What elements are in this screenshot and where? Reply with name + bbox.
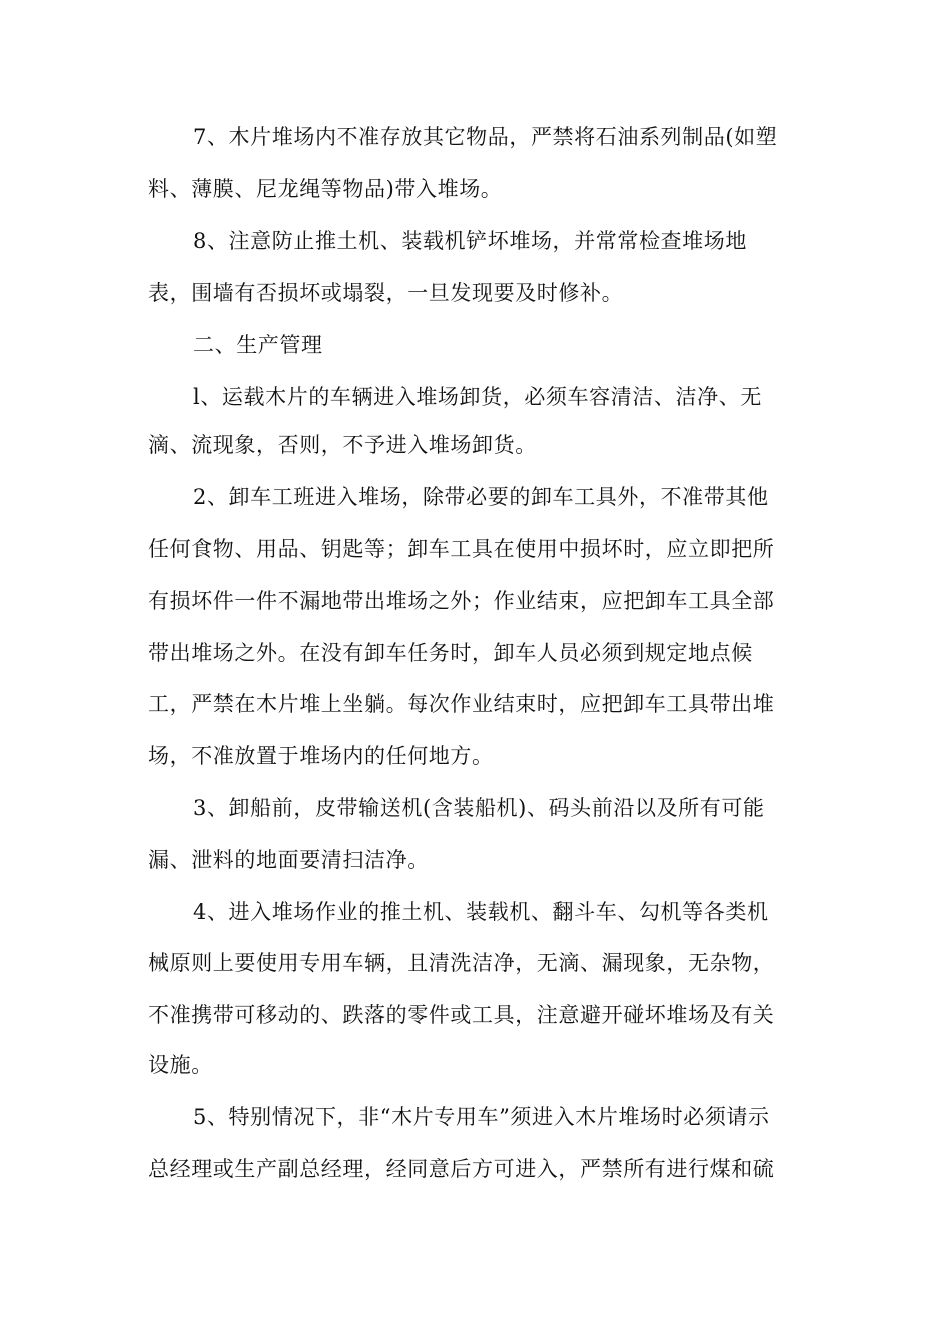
- item-4-line-4: 设施。: [148, 1053, 213, 1077]
- item-2-line-5: 工，严禁在木片堆上坐躺。每次作业结束时，应把卸车工具带出堆: [148, 692, 775, 716]
- item-1-line-1: l、运载木片的车辆进入堆场卸货，必须车容清洁、洁净、无: [193, 385, 762, 409]
- section-heading: 二、生产管理: [193, 333, 323, 357]
- item-4-line-2: 械原则上要使用专用车辆，且清洗洁净，无滴、漏现象，无杂物，: [148, 951, 775, 975]
- item-1-line-2: 滴、流现象，否则，不予进入堆场卸货。: [148, 433, 537, 457]
- item-5-line-2: 总经理或生产副总经理，经同意后方可进入，严禁所有进行煤和硫: [148, 1157, 775, 1181]
- paragraph-8-line-1: 8、注意防止推土机、装载机铲坏堆场，并常常检查堆场地: [193, 229, 747, 253]
- paragraph-7-line-2: 料、薄膜、尼龙绳等物品)带入堆场。: [148, 177, 503, 201]
- item-3-line-1: 3、卸船前，皮带输送机(含装船机)、码头前沿以及所有可能: [193, 796, 765, 820]
- item-2-line-4: 带出堆场之外。在没有卸车任务时，卸车人员必须到规定地点候: [148, 641, 753, 665]
- item-2-line-3: 有损坏件一件不漏地带出堆场之外；作业结束，应把卸车工具全部: [148, 589, 775, 613]
- item-4-line-3: 不准携带可移动的、跌落的零件或工具，注意避开碰坏堆场及有关: [148, 1003, 775, 1027]
- item-5-line-1: 5、特别情况下，非“木片专用车”须进入木片堆场时必须请示: [193, 1105, 770, 1129]
- paragraph-8-line-2: 表，围墙有否损坏或塌裂，一旦发现要及时修补。: [148, 281, 624, 305]
- item-3-line-2: 漏、泄料的地面要清扫洁净。: [148, 848, 429, 872]
- item-2-line-6: 场，不准放置于堆场内的任何地方。: [148, 744, 494, 768]
- item-2-line-2: 任何食物、用品、钥匙等；卸车工具在使用中损坏时，应立即把所: [148, 537, 775, 561]
- item-2-line-1: 2、卸车工班进入堆场，除带必要的卸车工具外，不准带其他: [193, 485, 769, 509]
- paragraph-7-line-1: 7、木片堆场内不准存放其它物品，严禁将石油系列制品(如塑: [193, 125, 778, 149]
- item-4-line-1: 4、进入堆场作业的推土机、装载机、翻斗车、勾机等各类机: [193, 900, 769, 924]
